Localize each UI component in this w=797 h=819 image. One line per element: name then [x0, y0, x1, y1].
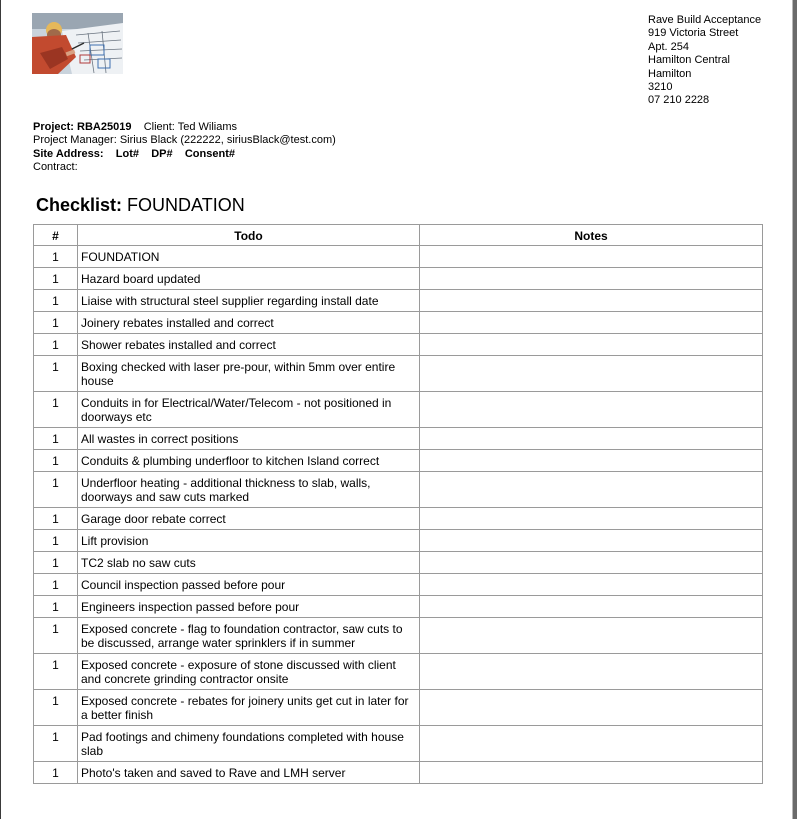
table-row — [34, 428, 763, 450]
notes-cell — [420, 334, 763, 356]
row-number: 1 — [34, 762, 78, 784]
company-address-block — [648, 14, 761, 108]
notes-cell — [420, 726, 763, 762]
todo-item: Photo's taken and saved to Rave and LMH server — [78, 762, 420, 784]
table-row — [34, 450, 763, 472]
row-number: 1 — [34, 392, 78, 428]
notes-cell — [420, 268, 763, 290]
table-row — [34, 690, 763, 726]
project-line — [33, 121, 336, 134]
row-number: 1 — [34, 356, 78, 392]
company-name: Rave Build Acceptance — [648, 14, 762, 26]
notes-cell — [420, 530, 763, 552]
company-phone: 07 210 2228 — [648, 94, 710, 107]
todo-item: Lift provision — [78, 530, 420, 552]
notes-cell — [420, 290, 763, 312]
row-number: 1 — [34, 428, 78, 450]
column-header-number: # — [34, 225, 78, 246]
row-number: 1 — [34, 450, 78, 472]
address-line: Apt. 254 — [648, 40, 689, 53]
row-number: 1 — [34, 618, 78, 654]
row-number: 1 — [34, 290, 78, 312]
row-number: 1 — [34, 530, 78, 552]
checklist-label: Checklist: — [36, 195, 123, 215]
todo-item: Pad footings and chimeny foundations completed with house slab — [78, 726, 420, 762]
row-number: 1 — [34, 690, 78, 726]
table-row — [34, 268, 763, 290]
table-row — [34, 312, 763, 334]
consent-label: Consent# — [184, 147, 235, 160]
row-number: 1 — [34, 552, 78, 574]
table-header-row — [34, 225, 763, 246]
todo-item: Conduits in for Electrical/Water/Telecom - not positioned in doorways etc — [78, 392, 420, 428]
row-number: 1 — [34, 574, 78, 596]
todo-item: All wastes in correct positions — [78, 428, 420, 450]
project-manager-line: Project Manager: Sirius Black (222222, siriusBlack@test.com) — [33, 134, 336, 147]
todo-item: Conduits & plumbing underfloor to kitchen Island correct — [78, 450, 420, 472]
address-line: 919 Victoria Street — [648, 27, 739, 40]
notes-cell — [420, 356, 763, 392]
todo-item: Joinery rebates installed and correct — [78, 312, 420, 334]
dp-label: DP# — [151, 147, 173, 160]
notes-cell — [420, 312, 763, 334]
notes-cell — [420, 392, 763, 428]
todo-item: Garage door rebate correct — [78, 508, 420, 530]
table-row — [34, 574, 763, 596]
row-number: 1 — [34, 268, 78, 290]
todo-item: Council inspection passed before pour — [78, 574, 420, 596]
row-number: 1 — [34, 596, 78, 618]
notes-cell — [420, 508, 763, 530]
table-row — [34, 290, 763, 312]
notes-cell — [420, 472, 763, 508]
page-border-left — [0, 0, 1, 819]
notes-cell — [420, 596, 763, 618]
column-header-todo: Todo — [78, 225, 420, 246]
notes-cell — [420, 618, 763, 654]
todo-item: Hazard board updated — [78, 268, 420, 290]
notes-cell — [420, 762, 763, 784]
table-row — [34, 246, 763, 268]
notes-cell — [420, 428, 763, 450]
project-info-block — [33, 121, 336, 174]
checklist-title — [36, 195, 245, 215]
row-number: 1 — [34, 312, 78, 334]
lot-label: Lot# — [115, 147, 139, 160]
site-address-line — [33, 148, 336, 161]
checklist-body — [34, 246, 763, 784]
notes-cell — [420, 552, 763, 574]
todo-item: Underfloor heating - additional thickness to slab, walls, doorways and saw cuts marked — [78, 472, 420, 508]
todo-item: Engineers inspection passed before pour — [78, 596, 420, 618]
table-row — [34, 530, 763, 552]
row-number: 1 — [34, 508, 78, 530]
client-name: Ted Wiliams — [177, 121, 238, 133]
notes-cell — [420, 690, 763, 726]
table-row — [34, 596, 763, 618]
todo-item: Shower rebates installed and correct — [78, 334, 420, 356]
notes-cell — [420, 654, 763, 690]
project-label: Project: — [33, 121, 74, 133]
row-number: 1 — [34, 654, 78, 690]
address-line: Hamilton Central — [648, 54, 730, 67]
todo-item: Exposed concrete - rebates for joinery units get cut in later for a better finish — [78, 690, 420, 726]
row-number: 1 — [34, 472, 78, 508]
todo-item: Exposed concrete - exposure of stone discussed with client and concrete grinding contractor onsite — [78, 654, 420, 690]
table-row — [34, 618, 763, 654]
table-row — [34, 472, 763, 508]
checklist-name: FOUNDATION — [127, 195, 245, 215]
row-number: 1 — [34, 726, 78, 762]
todo-item: Boxing checked with laser pre-pour, within 5mm over entire house — [78, 356, 420, 392]
address-line: 3210 — [648, 81, 673, 94]
address-line: Hamilton — [648, 67, 692, 80]
row-number: 1 — [34, 246, 78, 268]
notes-cell — [420, 450, 763, 472]
site-address-label: Site Address: — [33, 147, 104, 160]
todo-item: Exposed concrete - flag to foundation contractor, saw cuts to be discussed, arrange water sprinklers if in summer — [78, 618, 420, 654]
column-header-notes: Notes — [420, 225, 763, 246]
table-row — [34, 762, 763, 784]
table-row — [34, 654, 763, 690]
table-row — [34, 334, 763, 356]
table-row — [34, 392, 763, 428]
todo-item: FOUNDATION — [78, 246, 420, 268]
todo-item: Liaise with structural steel supplier regarding install date — [78, 290, 420, 312]
checklist-table — [33, 224, 763, 784]
contract-line: Contract: — [33, 160, 78, 173]
company-logo-photo — [32, 13, 123, 74]
page-border-right — [793, 0, 797, 819]
table-row — [34, 726, 763, 762]
client-label: Client: — [143, 121, 175, 133]
project-code: RBA25019 — [77, 121, 132, 133]
table-row — [34, 552, 763, 574]
table-row — [34, 356, 763, 392]
table-row — [34, 508, 763, 530]
notes-cell — [420, 246, 763, 268]
row-number: 1 — [34, 334, 78, 356]
todo-item: TC2 slab no saw cuts — [78, 552, 420, 574]
notes-cell — [420, 574, 763, 596]
